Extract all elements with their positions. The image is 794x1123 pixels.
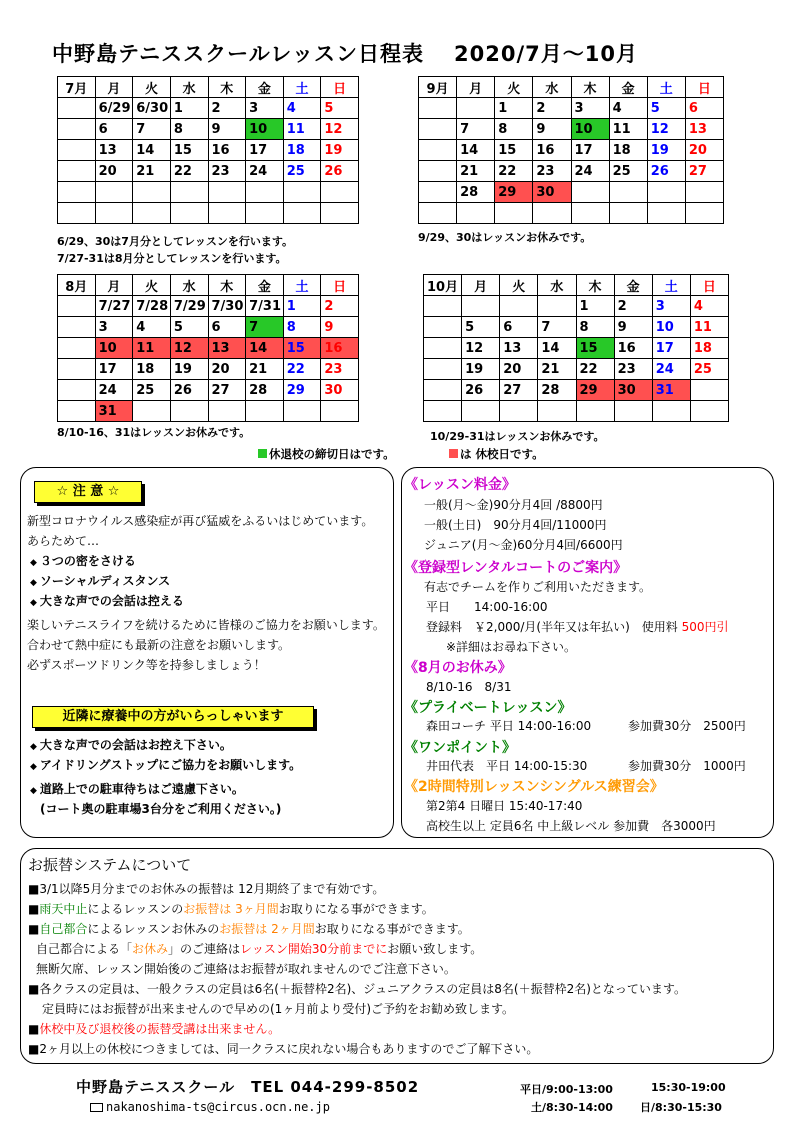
calendar-day	[170, 203, 208, 224]
neighbor-item: ◆ 大きな声での会話はお控え下さい。	[30, 738, 232, 752]
calendar-day: 14	[457, 140, 495, 161]
calendar-day	[685, 203, 723, 224]
makeup-line-8: ■休校中及び退校後の振替受講は出来ません。	[28, 1022, 281, 1036]
makeup-line-6: ■各クラスの定員は、一般クラスの定員は6名(＋振替枠2名)、ジュニアクラスの定員は8名(＋振替枠2名)となっています。	[28, 982, 686, 996]
calendar-day: 10	[246, 119, 284, 140]
weekday-header: 火	[133, 275, 171, 296]
calendar-day	[95, 182, 133, 203]
calendar-day: 30	[533, 182, 571, 203]
month-label: 10月	[424, 275, 462, 296]
special-title: 《2時間特別レッスンシングルス練習会》	[404, 779, 664, 795]
notice-item: ◆ ソーシャルディスタンス	[30, 574, 171, 588]
calendar-day: 1	[576, 296, 614, 317]
calendar-day: 28	[538, 380, 576, 401]
calendar-day: 29	[576, 380, 614, 401]
red-square-icon	[449, 449, 458, 458]
calendar-day: 15	[283, 338, 321, 359]
calendar-day: 14	[246, 338, 284, 359]
onepoint-line: 井田代表 平日 14:00-15:30	[426, 759, 588, 773]
calendar-day: 30	[614, 380, 652, 401]
calendar-day: 24	[571, 161, 609, 182]
hours-sunday: 日/8:30-15:30	[640, 1101, 722, 1114]
row-label	[424, 359, 462, 380]
calendar-day	[208, 182, 246, 203]
calendar-day: 27	[685, 161, 723, 182]
calendar-day: 11	[690, 317, 728, 338]
calendar-day: 25	[133, 380, 171, 401]
calendar-day: 2	[614, 296, 652, 317]
calendar-day	[170, 182, 208, 203]
weekday-header: 金	[246, 275, 284, 296]
calendar-day: 28	[246, 380, 284, 401]
onepoint-title: 《ワンポイント》	[404, 740, 516, 756]
row-label	[419, 182, 457, 203]
calendar-day: 28	[457, 182, 495, 203]
calendar-day: 23	[321, 359, 359, 380]
calendar-day: 20	[500, 359, 538, 380]
row-label	[419, 140, 457, 161]
calendar-day: 14	[133, 140, 171, 161]
calendar-day: 27	[500, 380, 538, 401]
calendar-day: 12	[170, 338, 208, 359]
calendar-day: 7	[133, 119, 171, 140]
calendar-day: 17	[652, 338, 690, 359]
calendar-day: 16	[321, 338, 359, 359]
row-label	[58, 98, 96, 119]
private-line: 森田コーチ 平日 14:00-16:00	[426, 719, 592, 733]
calendar-day: 3	[652, 296, 690, 317]
row-label	[419, 119, 457, 140]
calendar-day: 4	[609, 98, 647, 119]
calendar-day: 17	[95, 359, 133, 380]
calendar-day: 13	[500, 338, 538, 359]
makeup-line-1: ■3/1以降5月分までのお休みの振替は 12月期終了まで有効です。	[28, 882, 385, 896]
calendar-day	[208, 203, 246, 224]
weekday-header: 木	[571, 77, 609, 98]
row-label	[424, 338, 462, 359]
notice-item: ◆ ３つの密をさける	[30, 554, 136, 568]
calendar-day: 22	[576, 359, 614, 380]
calendar-day	[495, 203, 533, 224]
weekday-header: 月	[95, 77, 133, 98]
rental-fee: 登録料 ￥2,000/月(半年又は年払い) 使用料 500円引	[426, 620, 729, 634]
calendar-day	[500, 296, 538, 317]
calendar-day: 29	[283, 380, 321, 401]
calendar-day: 12	[647, 119, 685, 140]
row-label	[58, 296, 96, 317]
calendar-day: 9	[208, 119, 246, 140]
weekday-header: 水	[538, 275, 576, 296]
aug-note: 8/10-16、31はレッスンお休みです。	[57, 426, 251, 439]
july-note-1: 6/29、30は7月分としてレッスンを行います。	[57, 235, 293, 248]
calendar-day: 13	[95, 140, 133, 161]
calendar-day	[462, 296, 500, 317]
row-label	[58, 359, 96, 380]
calendar-day	[170, 401, 208, 422]
calendar-day: 30	[321, 380, 359, 401]
calendar-day: 11	[283, 119, 321, 140]
calendar-day: 20	[208, 359, 246, 380]
calendar-day: 7/29	[170, 296, 208, 317]
calendar-day	[614, 401, 652, 422]
calendar-day: 6/30	[133, 98, 171, 119]
calendar-day: 19	[462, 359, 500, 380]
weekday-header: 水	[170, 275, 208, 296]
calendar-day	[457, 98, 495, 119]
onepoint-fee: 参加費30分 1000円	[628, 759, 746, 773]
calendar-day: 19	[170, 359, 208, 380]
row-label	[419, 161, 457, 182]
neighbor-item-extra: (コート奥の駐車場3台分をご利用ください。)	[40, 802, 282, 816]
row-label	[424, 380, 462, 401]
notice-intro-1: 新型コロナウイルス感染症が再び猛威をふるいはじめています。	[27, 514, 374, 528]
row-label	[58, 140, 96, 161]
calendar-day	[533, 203, 571, 224]
calendar-day: 7	[246, 317, 284, 338]
calendar-day: 19	[321, 140, 359, 161]
calendar-day: 7/28	[133, 296, 171, 317]
neighbor-item: ◆ アイドリングストップにご協力をお願いします。	[30, 758, 302, 772]
row-label	[424, 296, 462, 317]
calendar-day: 1	[495, 98, 533, 119]
calendar-day	[538, 401, 576, 422]
weekday-header: 土	[283, 275, 321, 296]
row-label	[419, 98, 457, 119]
row-label	[58, 119, 96, 140]
calendar-day: 22	[170, 161, 208, 182]
calendar-day	[462, 401, 500, 422]
notice-outro-3: 必ずスポーツドリンク等を持参しましょう！	[27, 658, 266, 672]
calendar-day: 26	[321, 161, 359, 182]
calendar-day	[95, 203, 133, 224]
weekday-header: 火	[495, 77, 533, 98]
fee-title: 《レッスン料金》	[404, 477, 516, 493]
calendar-day: 8	[283, 317, 321, 338]
calendar-day: 3	[571, 98, 609, 119]
row-label	[424, 317, 462, 338]
row-label	[58, 182, 96, 203]
makeup-line-7: 定員時にはお振替が出来ませんので早めの(1ヶ月前より受付)ご予約をお勧め致します。	[42, 1002, 515, 1016]
fee-line: 一般(月～金)90分月4回 /8800円	[424, 498, 603, 512]
calendar-day: 2	[208, 98, 246, 119]
calendar-day	[283, 401, 321, 422]
calendar-day	[571, 203, 609, 224]
calendar-day	[246, 203, 284, 224]
month-label: 9月	[419, 77, 457, 98]
calendar-day	[321, 182, 359, 203]
calendar-day: 10	[95, 338, 133, 359]
calendar-day	[133, 401, 171, 422]
calendar-day: 26	[647, 161, 685, 182]
calendar-day: 25	[609, 161, 647, 182]
weekday-header: 金	[246, 77, 284, 98]
weekday-header: 水	[533, 77, 571, 98]
weekday-header: 金	[614, 275, 652, 296]
calendar-day: 18	[133, 359, 171, 380]
calendar-day: 7/27	[95, 296, 133, 317]
calendar-day	[609, 182, 647, 203]
calendar-day: 16	[614, 338, 652, 359]
calendar-day: 12	[321, 119, 359, 140]
hours-saturday: 土/8:30-14:00	[531, 1101, 613, 1114]
calendar-day: 22	[495, 161, 533, 182]
aug-holiday-days: 8/10-16 8/31	[426, 680, 512, 694]
calendar-day: 10	[571, 119, 609, 140]
notice-intro-2: あらためて…	[27, 534, 100, 548]
calendar-day: 21	[246, 359, 284, 380]
calendar-day	[246, 182, 284, 203]
weekday-header: 水	[170, 77, 208, 98]
calendar-day: 25	[690, 359, 728, 380]
calendar-day: 29	[495, 182, 533, 203]
calendar-day: 21	[538, 359, 576, 380]
calendar-day: 3	[246, 98, 284, 119]
title-range: 2020/7月～10月	[454, 42, 638, 66]
calendar-july	[57, 76, 359, 224]
calendar-day: 7/31	[246, 296, 284, 317]
calendar-day: 13	[685, 119, 723, 140]
green-square-icon	[258, 449, 267, 458]
weekday-header: 土	[652, 275, 690, 296]
legend-cutoff	[258, 446, 395, 462]
calendar-day: 6	[500, 317, 538, 338]
calendar-day: 24	[246, 161, 284, 182]
weekday-header: 月	[462, 275, 500, 296]
calendar-day: 6/29	[95, 98, 133, 119]
weekday-header: 木	[208, 77, 246, 98]
calendar-day: 22	[283, 359, 321, 380]
private-fee: 参加費30分 2500円	[628, 719, 746, 733]
calendar-day: 5	[647, 98, 685, 119]
makeup-line-4: 自己都合による「お休み」のご連絡はレッスン開始30分前までにお願い致します。	[36, 942, 483, 956]
calendar-day: 20	[685, 140, 723, 161]
row-label	[58, 380, 96, 401]
makeup-line-5: 無断欠席、レッスン開始後のご連絡はお振替が取れませんのでご注意下さい。	[36, 962, 456, 976]
calendar-day: 9	[533, 119, 571, 140]
legend-closed	[449, 446, 544, 462]
weekday-header: 日	[321, 275, 359, 296]
calendar-day: 4	[283, 98, 321, 119]
calendar-day	[647, 203, 685, 224]
rental-desc: 有志でチームを作りご利用いただきます。	[424, 580, 652, 594]
calendar-day: 18	[283, 140, 321, 161]
calendar-day: 31	[95, 401, 133, 422]
oct-note: 10/29-31はレッスンお休みです。	[430, 430, 605, 443]
calendar-day: 15	[170, 140, 208, 161]
calendar-day: 23	[208, 161, 246, 182]
calendar-day: 1	[283, 296, 321, 317]
calendar-day: 2	[321, 296, 359, 317]
weekday-header: 日	[690, 275, 728, 296]
calendar-day	[609, 203, 647, 224]
calendar-day: 9	[614, 317, 652, 338]
calendar-day: 6	[208, 317, 246, 338]
calendar-day	[685, 182, 723, 203]
calendar-day: 21	[457, 161, 495, 182]
calendar-day: 5	[321, 98, 359, 119]
calendar-day: 9	[321, 317, 359, 338]
calendar-day	[690, 380, 728, 401]
makeup-line-9: ■2ヶ月以上の休校につきましては、同一クラスに戻れない場合もありますのでご了解下さい。	[28, 1042, 539, 1056]
calendar-day	[571, 182, 609, 203]
hours-weekday-1: 平日/9:00-13:00	[520, 1083, 613, 1096]
row-label	[58, 401, 96, 422]
rental-detail: ※詳細はお尋ね下さい。	[446, 640, 577, 654]
month-label: 8月	[58, 275, 96, 296]
calendar-day: 19	[647, 140, 685, 161]
calendar-day: 24	[652, 359, 690, 380]
calendar-day: 1	[170, 98, 208, 119]
calendar-day	[246, 401, 284, 422]
calendar-day	[690, 401, 728, 422]
private-title: 《プライベートレッスン》	[404, 700, 572, 716]
calendar-day: 5	[170, 317, 208, 338]
calendar-day: 8	[576, 317, 614, 338]
calendar-day: 11	[133, 338, 171, 359]
notice-badge: ☆ 注 意 ☆	[34, 481, 142, 503]
fee-line: 一般(土日) 90分月4回/11000円	[424, 518, 607, 532]
special-line-2: 高校生以上 定員6名 中上級レベル 参加費 各3000円	[426, 819, 716, 833]
calendar-day: 27	[208, 380, 246, 401]
legend-cutoff-text: 休退校の締切日はです。	[269, 447, 395, 461]
row-label	[58, 338, 96, 359]
calendar-day	[647, 182, 685, 203]
calendar-day	[133, 182, 171, 203]
calendar-day: 31	[652, 380, 690, 401]
calendar-day: 2	[533, 98, 571, 119]
calendar-day: 7	[457, 119, 495, 140]
legend-closed-text: は 休校日です。	[460, 447, 544, 461]
rental-time: 平日 14:00-16:00	[426, 600, 548, 614]
weekday-header: 日	[321, 77, 359, 98]
notice-outro-1: 楽しいテニスライフを続けるために皆様のご協力をお願いします。	[27, 618, 385, 632]
calendar-day: 25	[283, 161, 321, 182]
fee-line: ジュニア(月～金)60分月4回/6600円	[424, 538, 623, 552]
calendar-day: 23	[614, 359, 652, 380]
row-label	[419, 203, 457, 224]
calendar-day: 7/30	[208, 296, 246, 317]
weekday-header: 月	[95, 275, 133, 296]
email-link[interactable]: nakanoshima-ts@circus.ocn.ne.jp	[90, 1100, 330, 1114]
calendar-day	[457, 203, 495, 224]
calendar-day	[500, 401, 538, 422]
calendar-day: 5	[462, 317, 500, 338]
calendar-day: 21	[133, 161, 171, 182]
calendar-day	[283, 182, 321, 203]
weekday-header: 月	[457, 77, 495, 98]
calendar-day: 12	[462, 338, 500, 359]
calendar-day: 18	[690, 338, 728, 359]
weekday-header: 土	[283, 77, 321, 98]
calendar-day	[321, 401, 359, 422]
page-title	[52, 38, 638, 68]
sept-note: 9/29、30はレッスンお休みです。	[418, 231, 592, 244]
calendar-day: 11	[609, 119, 647, 140]
school-name-tel: 中野島テニススクール TEL 044-299-8502	[76, 1078, 420, 1096]
title-main: 中野島テニススクールレッスン日程表	[52, 42, 425, 66]
special-line-1: 第2第4 日曜日 15:40-17:40	[426, 799, 583, 813]
calendar-september	[418, 76, 724, 224]
calendar-day: 20	[95, 161, 133, 182]
calendar-day	[652, 401, 690, 422]
weekday-header: 木	[208, 275, 246, 296]
mail-icon	[90, 1103, 103, 1112]
weekday-header: 金	[609, 77, 647, 98]
calendar-day: 18	[609, 140, 647, 161]
neighbor-item: ◆ 道路上での駐車待ちはご遠慮下さい。	[30, 782, 244, 796]
calendar-day: 26	[170, 380, 208, 401]
calendar-day: 15	[495, 140, 533, 161]
july-note-2: 7/27-31は8月分としてレッスンを行います。	[57, 252, 287, 265]
calendar-day: 4	[690, 296, 728, 317]
aug-holiday-title: 《8月のお休み》	[404, 660, 512, 676]
calendar-day	[208, 401, 246, 422]
calendar-day: 3	[95, 317, 133, 338]
calendar-october	[423, 274, 729, 422]
calendar-day: 26	[462, 380, 500, 401]
calendar-day	[576, 401, 614, 422]
calendar-day	[133, 203, 171, 224]
weekday-header: 火	[500, 275, 538, 296]
calendar-day: 8	[495, 119, 533, 140]
weekday-header: 木	[576, 275, 614, 296]
calendar-day	[538, 296, 576, 317]
calendar-day: 8	[170, 119, 208, 140]
row-label	[58, 161, 96, 182]
weekday-header: 日	[685, 77, 723, 98]
rental-discount: 500円引	[681, 620, 729, 634]
calendar-day: 6	[95, 119, 133, 140]
calendar-day: 13	[208, 338, 246, 359]
calendar-day: 15	[576, 338, 614, 359]
hours-weekday-2: 15:30-19:00	[651, 1081, 726, 1094]
month-label: 7月	[58, 77, 96, 98]
calendar-day: 7	[538, 317, 576, 338]
weekday-header: 土	[647, 77, 685, 98]
calendar-day: 6	[685, 98, 723, 119]
makeup-title: お振替システムについて	[28, 856, 192, 874]
calendar-day: 17	[571, 140, 609, 161]
neighbor-badge: 近隣に療養中の方がいらっしゃいます	[32, 706, 314, 728]
calendar-day	[283, 203, 321, 224]
rental-title: 《登録型レンタルコートのご案内》	[404, 560, 628, 576]
weekday-header: 火	[133, 77, 171, 98]
row-label	[58, 317, 96, 338]
calendar-day: 24	[95, 380, 133, 401]
row-label	[424, 401, 462, 422]
calendar-day: 16	[208, 140, 246, 161]
calendar-day: 4	[133, 317, 171, 338]
calendar-day: 17	[246, 140, 284, 161]
makeup-line-3: ■自己都合によるレッスンお休みのお振替は 2ヶ月間お取りになる事ができます。	[28, 922, 470, 936]
calendar-day: 10	[652, 317, 690, 338]
calendar-day	[321, 203, 359, 224]
makeup-line-2: ■雨天中止によるレッスンのお振替は 3ヶ月間お取りになる事ができます。	[28, 902, 434, 916]
calendar-day: 23	[533, 161, 571, 182]
calendar-august	[57, 274, 359, 422]
notice-outro-2: 合わせて熱中症にも最新の注意をお願いします。	[27, 638, 291, 652]
calendar-day: 16	[533, 140, 571, 161]
calendar-day: 14	[538, 338, 576, 359]
notice-item: ◆ 大きな声での会話は控える	[30, 594, 184, 608]
row-label	[58, 203, 96, 224]
